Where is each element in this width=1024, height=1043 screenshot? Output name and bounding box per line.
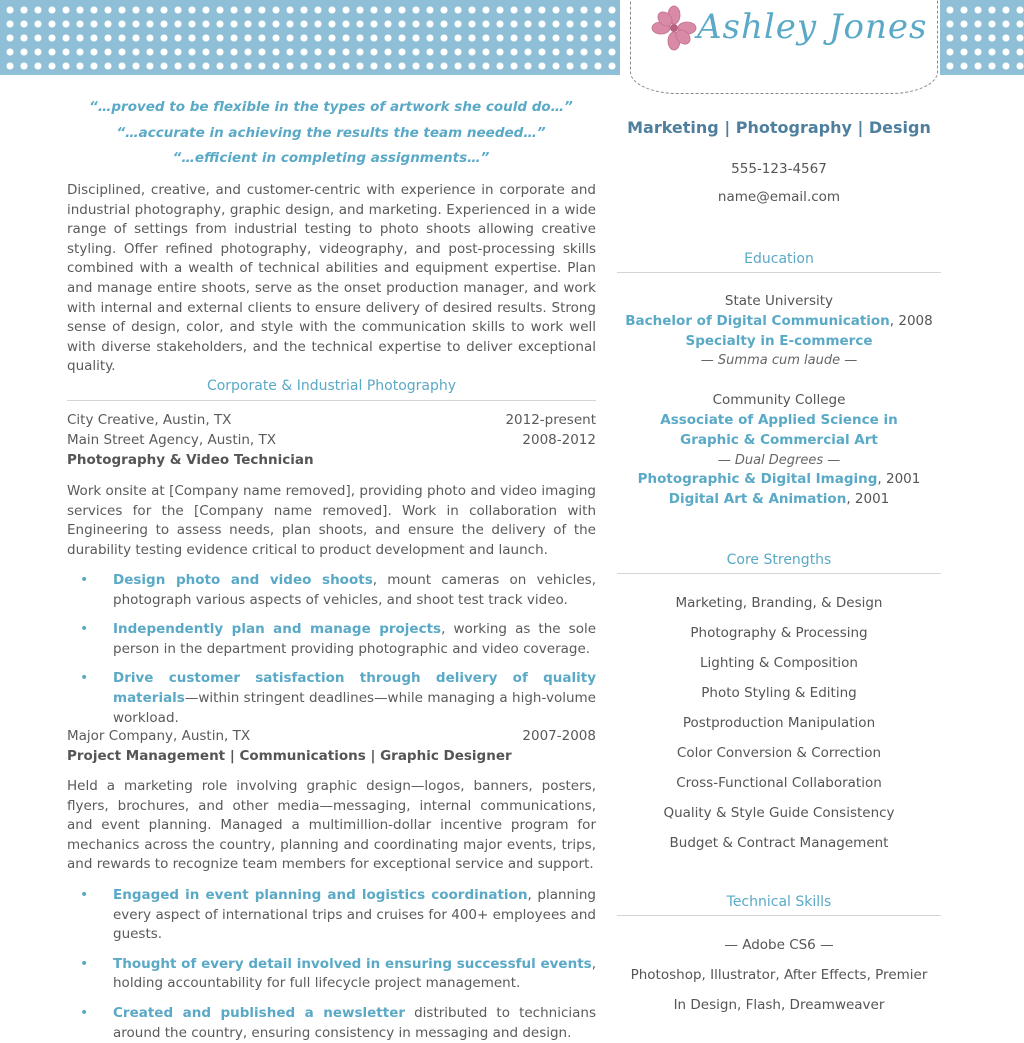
bullet-highlight: Thought of every detail involved in ensuring successful events [113,955,592,972]
divider [617,272,941,273]
bullet-text: , working as the sole person in the department providing photographic and video coverage. [113,621,597,657]
degree-line [617,490,941,510]
bullet-highlight: Engaged in event planning and logistics coordination [113,887,528,903]
degree-year: , 2001 [877,471,921,488]
bullet-text: —within stringent deadlines—while managing a high-volume workload. [113,689,596,726]
testimonial-quotes [66,95,596,172]
honors: — Summa cum laude — [700,353,858,369]
list-item: Marketing, Branding, & Design [675,595,883,611]
quote: “…proved to be flexible in the types of artwork she could do…” [89,99,573,115]
job-description: Work onsite at [Company name removed], providing photo and video imaging services for the [Company name removed]. Work in collaboration with Engineering to assess needs, plan shoots, and ensure the delivery of the durability testing evidence critical to product development and launch. [67,483,596,558]
degree-name: Graphic & Commercial Art [680,431,878,448]
employment-dates: 2012-present [505,412,596,428]
employer-name: Major Company, Austin, TX [67,728,251,744]
bullet-icon: • [80,887,89,903]
bullet-icon: • [80,1004,89,1021]
employer-name: Main Street Agency, Austin, TX [67,432,276,448]
list-item: In Design, Flash, Dreamweaver [673,997,885,1013]
bullet-text: distributed to technicians around the country, ensuring consistency in messaging and design. [113,1004,596,1041]
divider [617,573,941,574]
quote: “…accurate in achieving the results the team needed…” [116,124,546,141]
degree-year: , 2001 [846,491,890,508]
job-title: Project Management | Communications | Graphic Designer [67,748,512,764]
list-item: Postproduction Manipulation [682,715,876,731]
phone-number: 555-123-4567 [731,161,827,177]
tagline: Marketing | Photography | Design [627,118,931,137]
bullet-highlight: Drive customer satisfaction through delivery of quality materials [113,670,596,706]
bullet-text: , planning every aspect of international trips and cruises for 400+ employees and guests. [113,887,596,943]
school-name: State University [724,293,834,309]
school-name: Community College [712,392,846,409]
degree-name: Digital Art & Animation [668,491,847,508]
list-item [80,955,596,994]
list-item: Color Conversion & Correction [676,745,882,761]
employer-line [67,411,596,431]
list-item [80,669,596,728]
resume-name: Ashley Jones [697,7,928,47]
degree-name: Associate of Applied Science in [660,411,898,428]
dual-degrees-note: — Dual Degrees — [717,452,841,468]
employment-dates: 2007-2008 [522,728,596,744]
employer-line [67,727,596,747]
job-title: Photography & Video Technician [67,452,314,468]
bullet-highlight: Created and published a newsletter [113,1004,406,1021]
degree-line [617,312,941,332]
employer-name: City Creative, Austin, TX [67,412,232,428]
education-heading: Education [744,251,814,267]
technical-list [617,930,941,1020]
education-list [617,292,941,510]
bullet-highlight: Independently plan and manage projects [113,621,442,638]
list-item: Lighting & Composition [700,655,858,671]
divider [67,400,596,401]
list-item [80,571,596,610]
strengths-list [617,588,941,858]
degree-name: Photographic & Digital Imaging [637,471,878,488]
job-bullets [80,571,596,728]
list-item: Budget & Contract Management [669,835,889,851]
polka-dot-banner-right [940,0,1024,75]
bullet-text: , mount cameras on vehicles, photograph various aspects of vehicles, and shoot test track video. [113,572,596,608]
bullet-icon: • [80,670,89,687]
bullet-icon: • [80,621,89,638]
polka-dot-banner-left [0,0,620,75]
list-item: — Adobe CS6 — [724,937,834,953]
divider [617,915,941,916]
technical-heading: Technical Skills [726,894,832,910]
list-item: Photoshop, Illustrator, After Effects, Premier [630,967,928,983]
list-item [80,1004,596,1043]
list-item: Photo Styling & Editing [701,685,857,701]
nameplate [630,0,938,94]
list-item [80,886,596,945]
flower-icon [651,5,697,51]
employment-dates: 2008-2012 [522,432,596,448]
employer-line [67,431,596,451]
degree-year: , 2008 [889,312,933,329]
list-item [80,620,596,659]
experience-heading: Corporate & Industrial Photography [206,378,457,394]
list-item: Quality & Style Guide Consistency [663,805,895,821]
list-item: Cross-Functional Collaboration [676,775,882,791]
job-description: Held a marketing role involving graphic design—logos, banners, posters, flyers, brochures, and other media—messaging, internal communications, and event planning. Managed a multimillion-dollar incentive program for mechanics across the country, planning and coordinating major events, trips, and rewards to recognize team members for exceptional service and support. [67,778,596,873]
summary-paragraph: Disciplined, creative, and customer-centric with experience in corporate and industrial photography, graphic design, and marketing. Experienced in a wide range of settings from industrial testing to photo shoots allowing creative styling. Offer refined photography, videography, and post-processing skills combined with a wealth of technical abilities and equipment expertise. Plan and manage entire shoots, serve as the onset production manager, and work with internal and external clients to ensure delivery of desired results. Strong sense of design, color, and style with the communication skills to work well with diverse stakeholders, and the technical expertise to deliver exceptional quality. [67,182,596,375]
bullet-highlight: Design photo and video shoots [113,572,373,588]
strengths-heading: Core Strengths [726,552,832,568]
bullet-icon: • [80,572,89,588]
quote: “…efficient in completing assignments…” [172,150,490,166]
degree-line [617,470,941,490]
bullet-icon: • [80,955,89,972]
degree-name: Bachelor of Digital Communication [625,312,890,329]
job-bullets [80,886,596,1043]
bullet-text: , holding accountability for full lifecycle project management. [113,955,596,992]
email-address: name@email.com [717,189,841,205]
list-item: Photography & Processing [690,625,868,641]
specialty: Specialty in E-commerce [685,332,873,349]
